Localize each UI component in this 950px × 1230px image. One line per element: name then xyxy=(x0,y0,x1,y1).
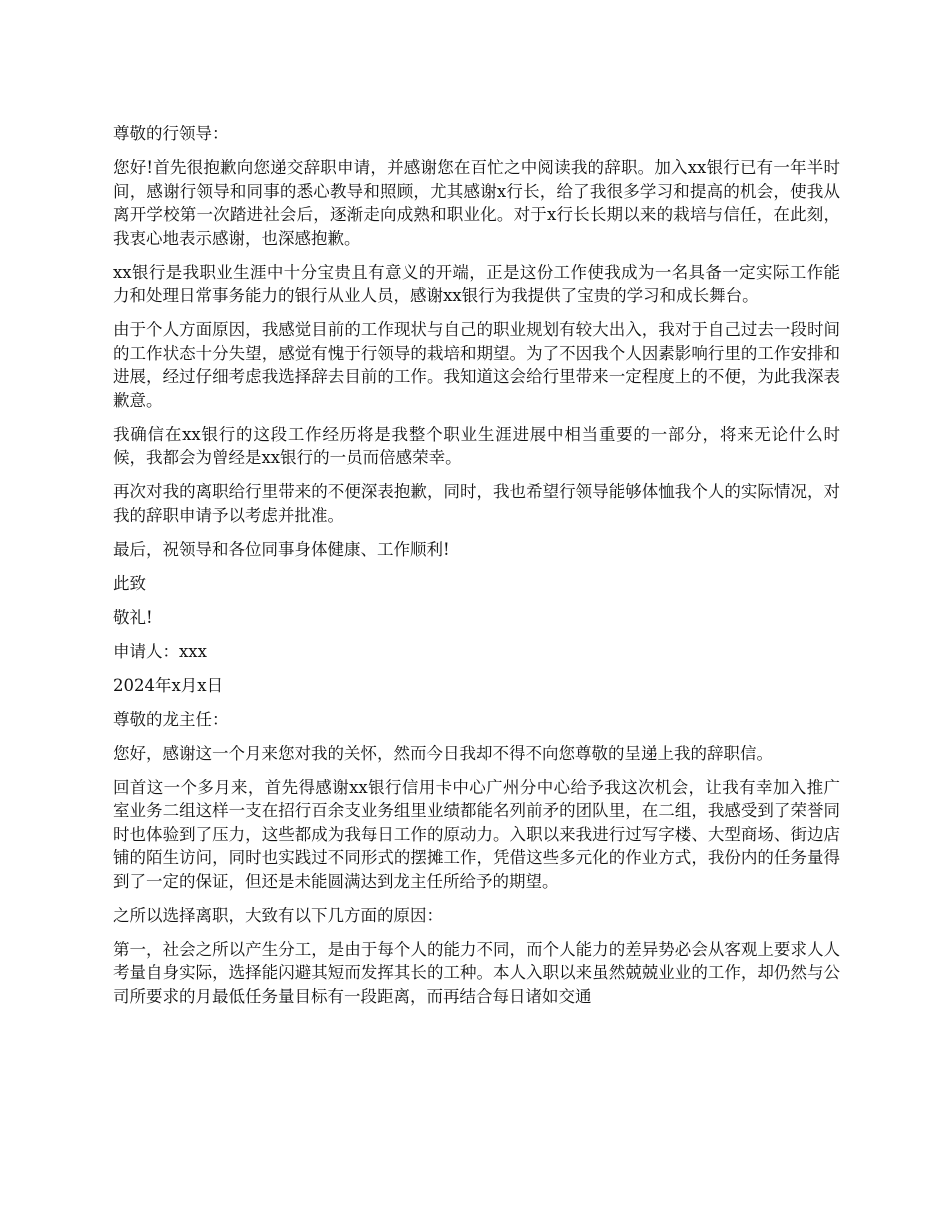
body-paragraph: 之所以选择离职，大致有以下几方面的原因： xyxy=(113,905,443,925)
salutation-paragraph: 尊敬的行领导： xyxy=(113,124,229,143)
body-paragraph: 由于个人方面原因，我感觉目前的工作现状与自己的职业规划有较大出入，我对于自己过去一段时间的工作状态十分失望，感觉有愧于行领导的栽培和期望。为了不因我个人因素影响行里的工作安排和进展，经过仔细考虑我选择辞去目前的工作。我知道这会给行里带来一定程度上的不便，为此我深表歉意。 xyxy=(113,320,840,410)
body-paragraph: 您好!首先很抱歉向您递交辞职申请，并感谢您在百忙之中阅读我的辞职。加入xx银行已有一年半时间，感谢行领导和同事的悉心教导和照顾，尤其感谢x行长，给了我很多学习和提高的机会，使我从离开学校第一次踏进社会后，逐渐走向成熟和职业化。对于x行长长期以来的栽培与信任，在此刻，我衷心地表示感谢，也深感抱歉。 xyxy=(113,158,840,248)
body-paragraph: 我确信在xx银行的这段工作经历将是我整个职业生涯进展中相当重要的一部分，将来无论什么时候，我都会为曾经是xx银行的一员而倍感荣幸。 xyxy=(113,424,840,467)
letter-document xyxy=(113,122,840,1019)
body-paragraph: 第一，社会之所以产生分工，是由于每个人的能力不同，而个人能力的差异势必会从客观上要求人人考量自身实际，选择能闪避其短而发挥其长的工种。本人入职以来虽然兢兢业业的工作，却仍然与公司所要求的月最低任务量目标有一段距离，而再结合每日诸如交通 xyxy=(113,939,840,1006)
date-line: 2024年x月x日 xyxy=(113,675,224,695)
body-paragraph: 最后，祝领导和各位同事身体健康、工作顺利! xyxy=(113,539,450,559)
signature-line: 申请人：xxx xyxy=(113,641,207,661)
body-paragraph: xx银行是我职业生涯中十分宝贵且有意义的开端，正是这份工作使我成为一名具备一定实际工作能力和处理日常事务能力的银行从业人员，感谢xx银行为我提供了宝贵的学习和成长舞台。 xyxy=(113,262,840,305)
body-paragraph: 您好，感谢这一个月来您对我的关怀，然而今日我却不得不向您尊敬的呈递上我的辞职信。 xyxy=(113,743,773,763)
closing-line: 此致 xyxy=(113,573,146,593)
body-paragraph: 回首这一个多月来，首先得感谢xx银行信用卡中心广州分中心给予我这次机会，让我有幸加入推广室业务二组这样一支在招行百余支业务组里业绩都能名列前矛的团队里，在二组，我感受到了荣誉同时也体验到了压力，这些都成为我每日工作的原动力。入职以来我进行过写字楼、大型商场、街边店铺的陌生访问，同时也实践过不同形式的摆摊工作，凭借这些多元化的作业方式，我份内的任务量得到了一定的保证，但还是未能圆满达到龙主任所给予的期望。 xyxy=(113,777,840,891)
salutation-paragraph: 尊敬的龙主任： xyxy=(113,709,229,729)
body-paragraph: 再次对我的离职给行里带来的不便深表抱歉，同时，我也希望行领导能够体恤我个人的实际情况，对我的辞职申请予以考虑并批准。 xyxy=(113,482,840,525)
closing-line: 敬礼! xyxy=(113,607,153,627)
